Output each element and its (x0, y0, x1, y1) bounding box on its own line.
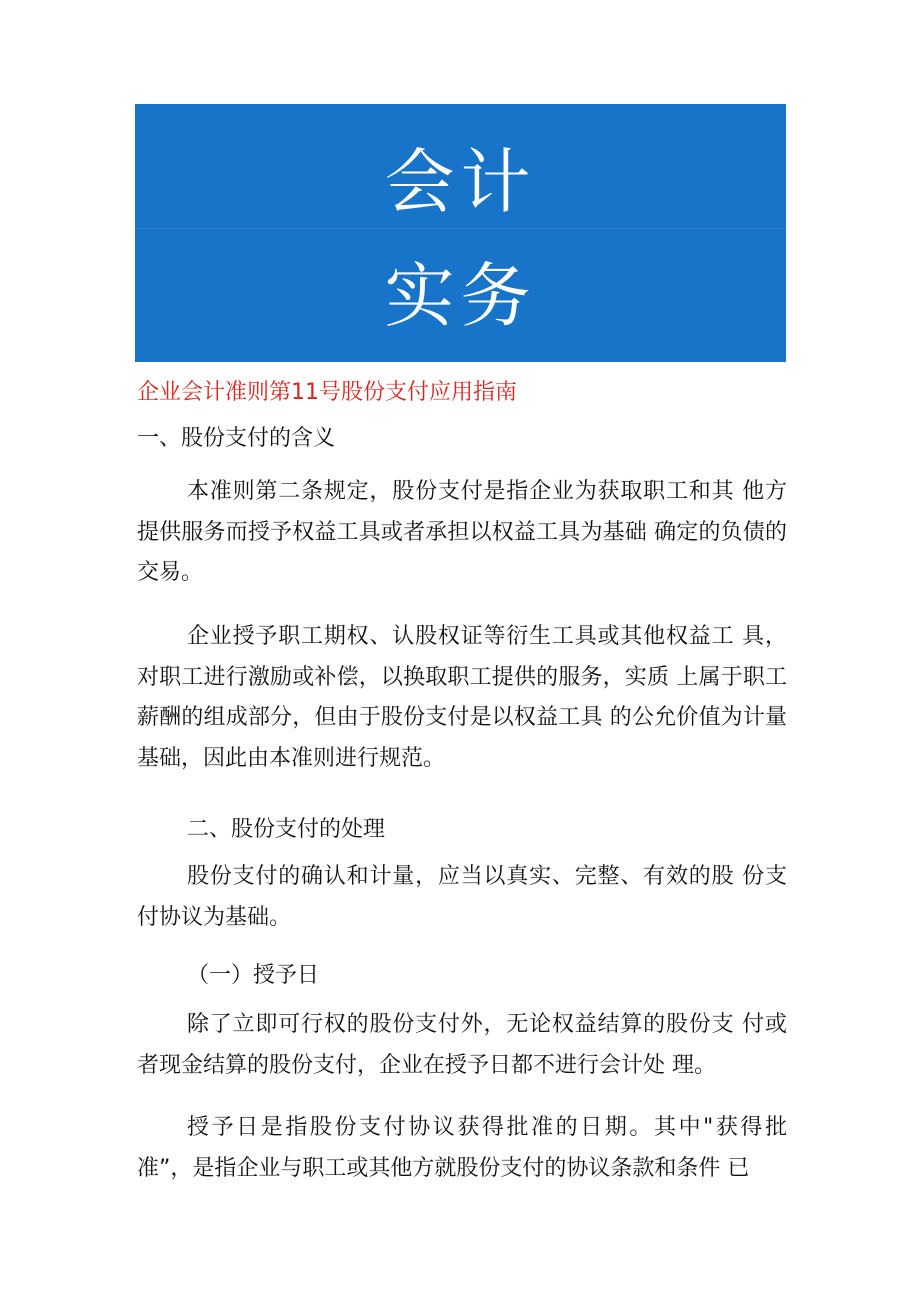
section-2-heading: 二、股份支付的处理 (187, 817, 386, 842)
section-1-heading: 一、股份支付的含义 (137, 426, 336, 451)
cover-title-line-2: 实务 (384, 255, 537, 337)
section-2-paragraph-2: 除了立即可行权的股份支付外，无论权益结算的股份支 付或者现金结算的股份支付，企业在授予日都不进行会计处 理。 (137, 1012, 787, 1078)
section-1-paragraph-2: 企业授予职工期权、认股权证等衍生工具或其他权益工 具，对职工进行激励或补偿，以换取职工提供的服务，实质 上属于职工薪酬的组成部分，但由于股份支付是以权益工具 的公允价值为计量基础，因此由本准则进行规范。 (137, 624, 787, 771)
document-title: 企业会计准则第11号股份支付应用指南 (137, 380, 517, 405)
section-1-paragraph-1: 本准则第二条规定，股份支付是指企业为获取职工和其 他方提供服务而授予权益工具或者承担以权益工具为基础 确定的负债的交易。 (137, 479, 787, 585)
section-2-paragraph-1: 股份支付的确认和计量，应当以真实、完整、有效的股 份支付协议为基础。 (137, 864, 787, 930)
cover-banner (135, 104, 786, 362)
cover-divider (135, 228, 786, 229)
subsection-1-heading: （一）授予日 (187, 963, 320, 988)
cover-title-line-1: 会计 (384, 141, 537, 223)
section-2-paragraph-3: 授予日是指股份支付协议获得批准的日期。其中"获得批 准”，是指企业与职工或其他方就股份支付的协议条款和条件 已 (137, 1115, 787, 1181)
